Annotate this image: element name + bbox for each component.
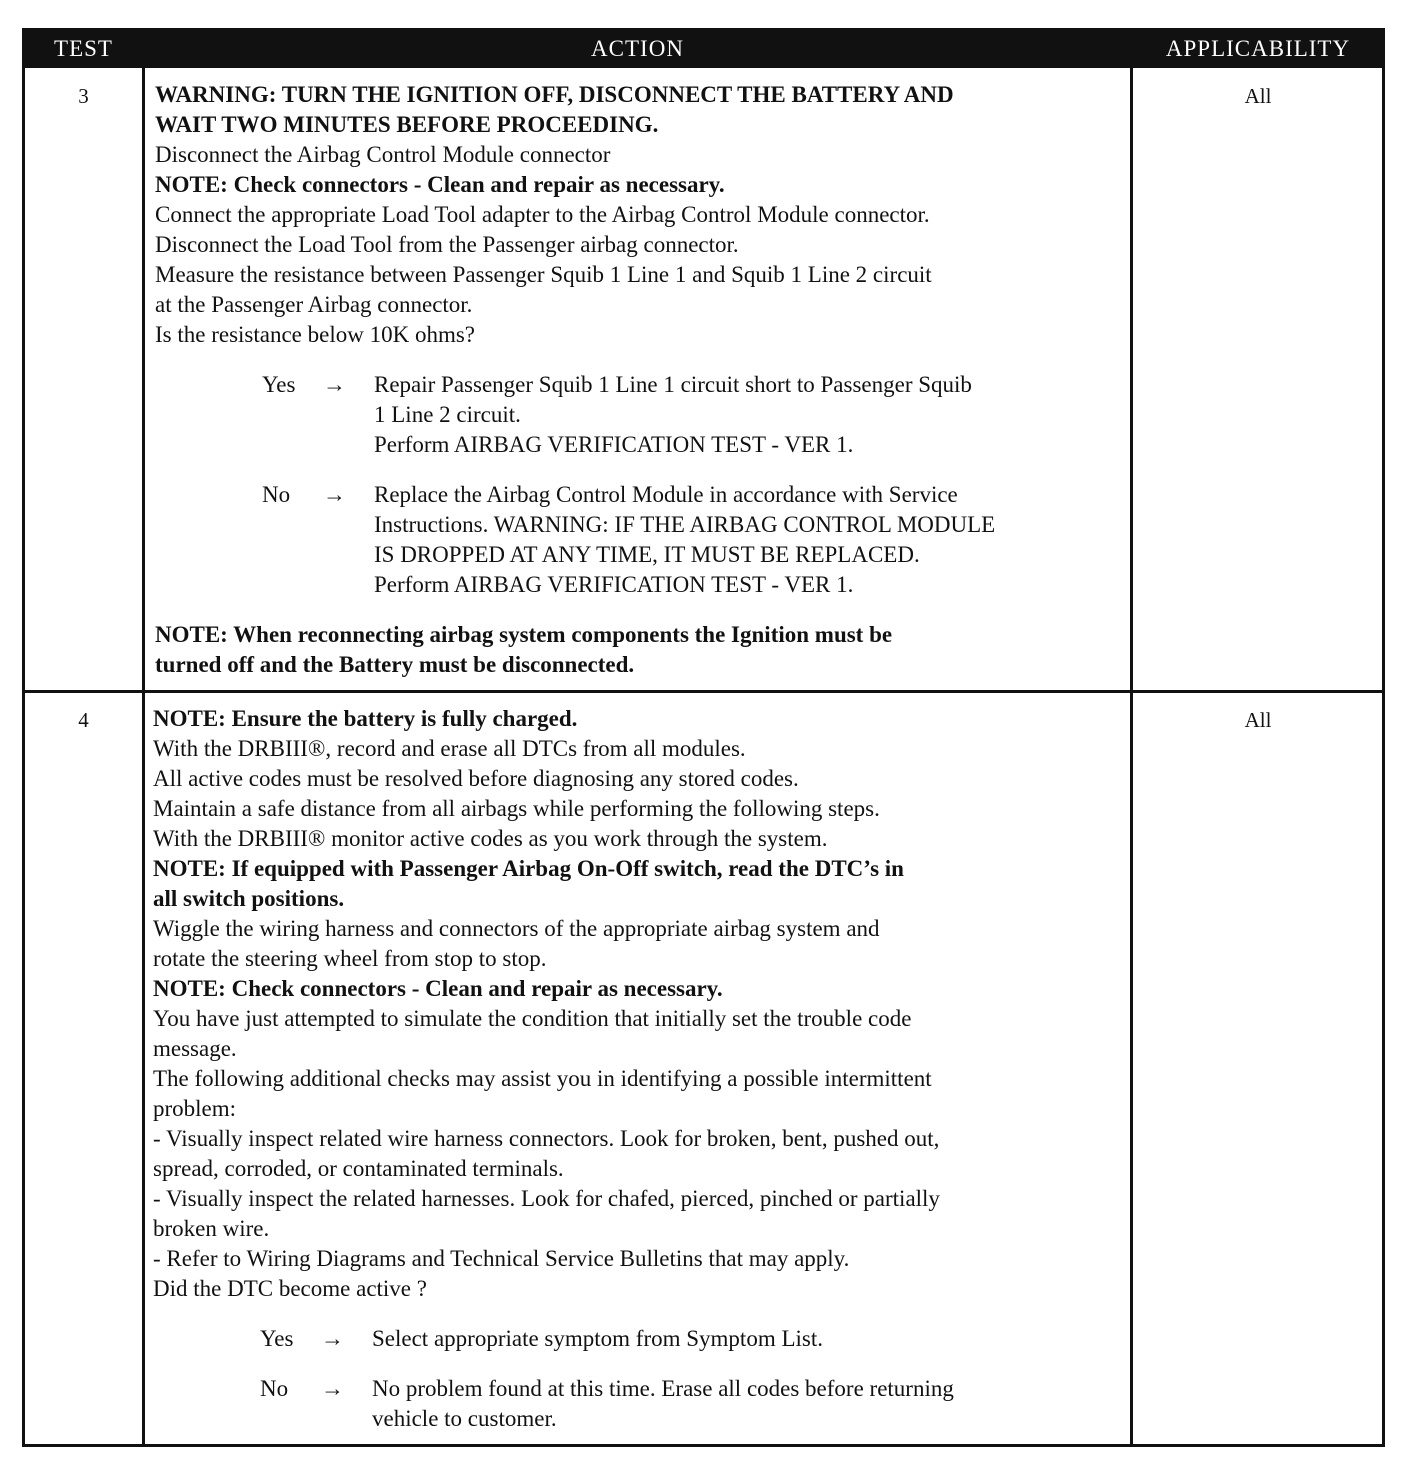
- answer-line: vehicle to customer.: [372, 1406, 557, 1431]
- action-line: message.: [153, 1036, 237, 1061]
- header-applicability: APPLICABILITY: [1165, 36, 1351, 61]
- action-line: NOTE: Ensure the battery is fully charged.: [153, 706, 578, 731]
- action-line: Measure the resistance between Passenger Squib 1 Line 1 and Squib 1 Line 2 circuit: [155, 262, 932, 287]
- column-divider: [1130, 68, 1133, 1447]
- answer-key: No: [260, 1376, 289, 1401]
- answer-yes: [153, 1324, 1126, 1354]
- header-action: ACTION: [591, 36, 684, 61]
- action-line: WARNING: TURN THE IGNITION OFF, DISCONNECT THE BATTERY AND: [155, 82, 954, 107]
- table-header: [25, 31, 1382, 68]
- answer-line: Repair Passenger Squib 1 Line 1 circuit short to Passenger Squib: [374, 372, 972, 397]
- diagnostic-table: [22, 28, 1385, 1447]
- action-line: problem:: [153, 1096, 237, 1121]
- action-line: NOTE: If equipped with Passenger Airbag On-Off switch, read the DTC’s in: [153, 856, 904, 881]
- action-line: Is the resistance below 10K ohms?: [155, 322, 476, 347]
- answer-line: Replace the Airbag Control Module in accordance with Service: [374, 482, 958, 507]
- test-number: 4: [78, 708, 89, 732]
- answer-yes: [155, 370, 1126, 460]
- arrow-icon: →: [323, 372, 346, 397]
- action-line: Connect the appropriate Load Tool adapter to the Airbag Control Module connector.: [155, 202, 930, 227]
- action-line: rotate the steering wheel from stop to stop.: [153, 946, 547, 971]
- answer-line: Perform AIRBAG VERIFICATION TEST - VER 1.: [374, 432, 854, 457]
- action-text: [153, 704, 1126, 1304]
- answer-no: [153, 1374, 1126, 1434]
- answer-line: Select appropriate symptom from Symptom List.: [372, 1326, 823, 1351]
- action-line: broken wire.: [153, 1216, 270, 1241]
- action-line: - Visually inspect related wire harness connectors. Look for broken, bent, pushed out,: [153, 1126, 940, 1151]
- answer-line: No problem found at this time. Erase all codes before returning: [372, 1376, 954, 1401]
- action-line: all switch positions.: [153, 886, 345, 911]
- action-line: All active codes must be resolved before diagnosing any stored codes.: [153, 766, 799, 791]
- applicability-value: All: [1244, 84, 1272, 108]
- answer-line: 1 Line 2 circuit.: [374, 402, 521, 427]
- action-line: Maintain a safe distance from all airbags while performing the following steps.: [153, 796, 880, 821]
- test-number: 3: [78, 84, 89, 108]
- action-line: Wiggle the wiring harness and connectors of the appropriate airbag system and: [153, 916, 880, 941]
- action-line: With the DRBIII®, record and erase all DTCs from all modules.: [153, 736, 746, 761]
- arrow-icon: →: [321, 1326, 344, 1351]
- footer-line: turned off and the Battery must be disconnected.: [155, 652, 635, 677]
- answer-key: Yes: [262, 372, 296, 397]
- column-divider: [142, 68, 145, 1447]
- row-divider: [25, 690, 1382, 693]
- action-line: NOTE: Check connectors - Clean and repair as necessary.: [155, 172, 725, 197]
- action-line: Did the DTC become active ?: [153, 1276, 427, 1301]
- action-text: [155, 80, 1126, 350]
- action-line: Disconnect the Airbag Control Module connector: [155, 142, 611, 167]
- action-line: at the Passenger Airbag connector.: [155, 292, 473, 317]
- answer-line: Instructions. WARNING: IF THE AIRBAG CONTROL MODULE: [374, 512, 996, 537]
- footer-line: NOTE: When reconnecting airbag system components the Ignition must be: [155, 622, 893, 647]
- action-line: The following additional checks may assist you in identifying a possible intermittent: [153, 1066, 932, 1091]
- action-line: - Visually inspect the related harnesses. Look for chafed, pierced, pinched or partially: [153, 1186, 940, 1211]
- action-line: NOTE: Check connectors - Clean and repair as necessary.: [153, 976, 723, 1001]
- header-test: TEST: [54, 36, 113, 61]
- action-line: WAIT TWO MINUTES BEFORE PROCEEDING.: [155, 112, 659, 137]
- applicability-value: All: [1244, 708, 1272, 732]
- answer-key: No: [262, 482, 291, 507]
- action-line: spread, corroded, or contaminated terminals.: [153, 1156, 564, 1181]
- action-line: - Refer to Wiring Diagrams and Technical Service Bulletins that may apply.: [153, 1246, 850, 1271]
- answer-no: [155, 480, 1126, 600]
- action-line: Disconnect the Load Tool from the Passenger airbag connector.: [155, 232, 739, 257]
- note-footer: [155, 620, 1126, 680]
- answer-line: IS DROPPED AT ANY TIME, IT MUST BE REPLACED.: [374, 542, 920, 567]
- action-line: With the DRBIII® monitor active codes as you work through the system.: [153, 826, 828, 851]
- action-line: You have just attempted to simulate the condition that initially set the trouble code: [153, 1006, 912, 1031]
- arrow-icon: →: [323, 482, 346, 507]
- answer-key: Yes: [260, 1326, 294, 1351]
- arrow-icon: →: [321, 1376, 344, 1401]
- answer-line: Perform AIRBAG VERIFICATION TEST - VER 1.: [374, 572, 854, 597]
